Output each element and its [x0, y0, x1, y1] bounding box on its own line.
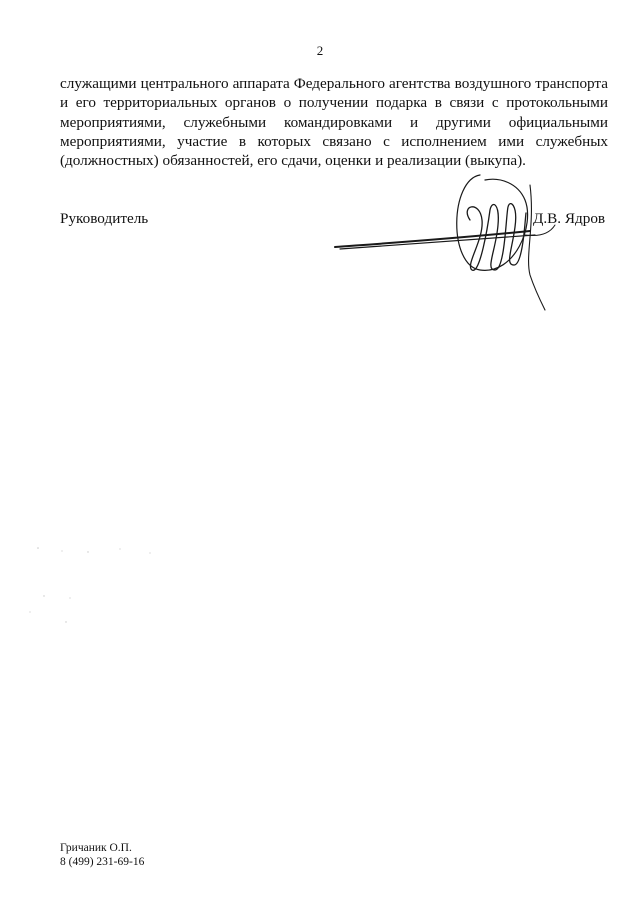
- signer-title: Руководитель: [60, 210, 149, 227]
- executor-block: [60, 841, 144, 869]
- body-line: служащими центрального аппарата Федерального агентства воздушного транспорта: [60, 75, 608, 92]
- body-line: мероприятиями, участие в которых связано с исполнением ими служебных: [60, 132, 608, 150]
- executor-name: Гричаник О.П.: [60, 842, 132, 854]
- body-line: (должностных) обязанностей, его сдачи, оценки и реализации (выкупа).: [60, 152, 526, 170]
- signer-name: Д.В. Ядров: [533, 210, 606, 227]
- body-line: и его территориальных органов о получении подарка в связи с протокольными: [60, 94, 608, 112]
- page-number: 2: [316, 43, 324, 58]
- executor-phone: 8 (499) 231-69-16: [60, 856, 145, 868]
- body-line: мероприятиями, служебными командировками и другими официальными: [60, 113, 608, 131]
